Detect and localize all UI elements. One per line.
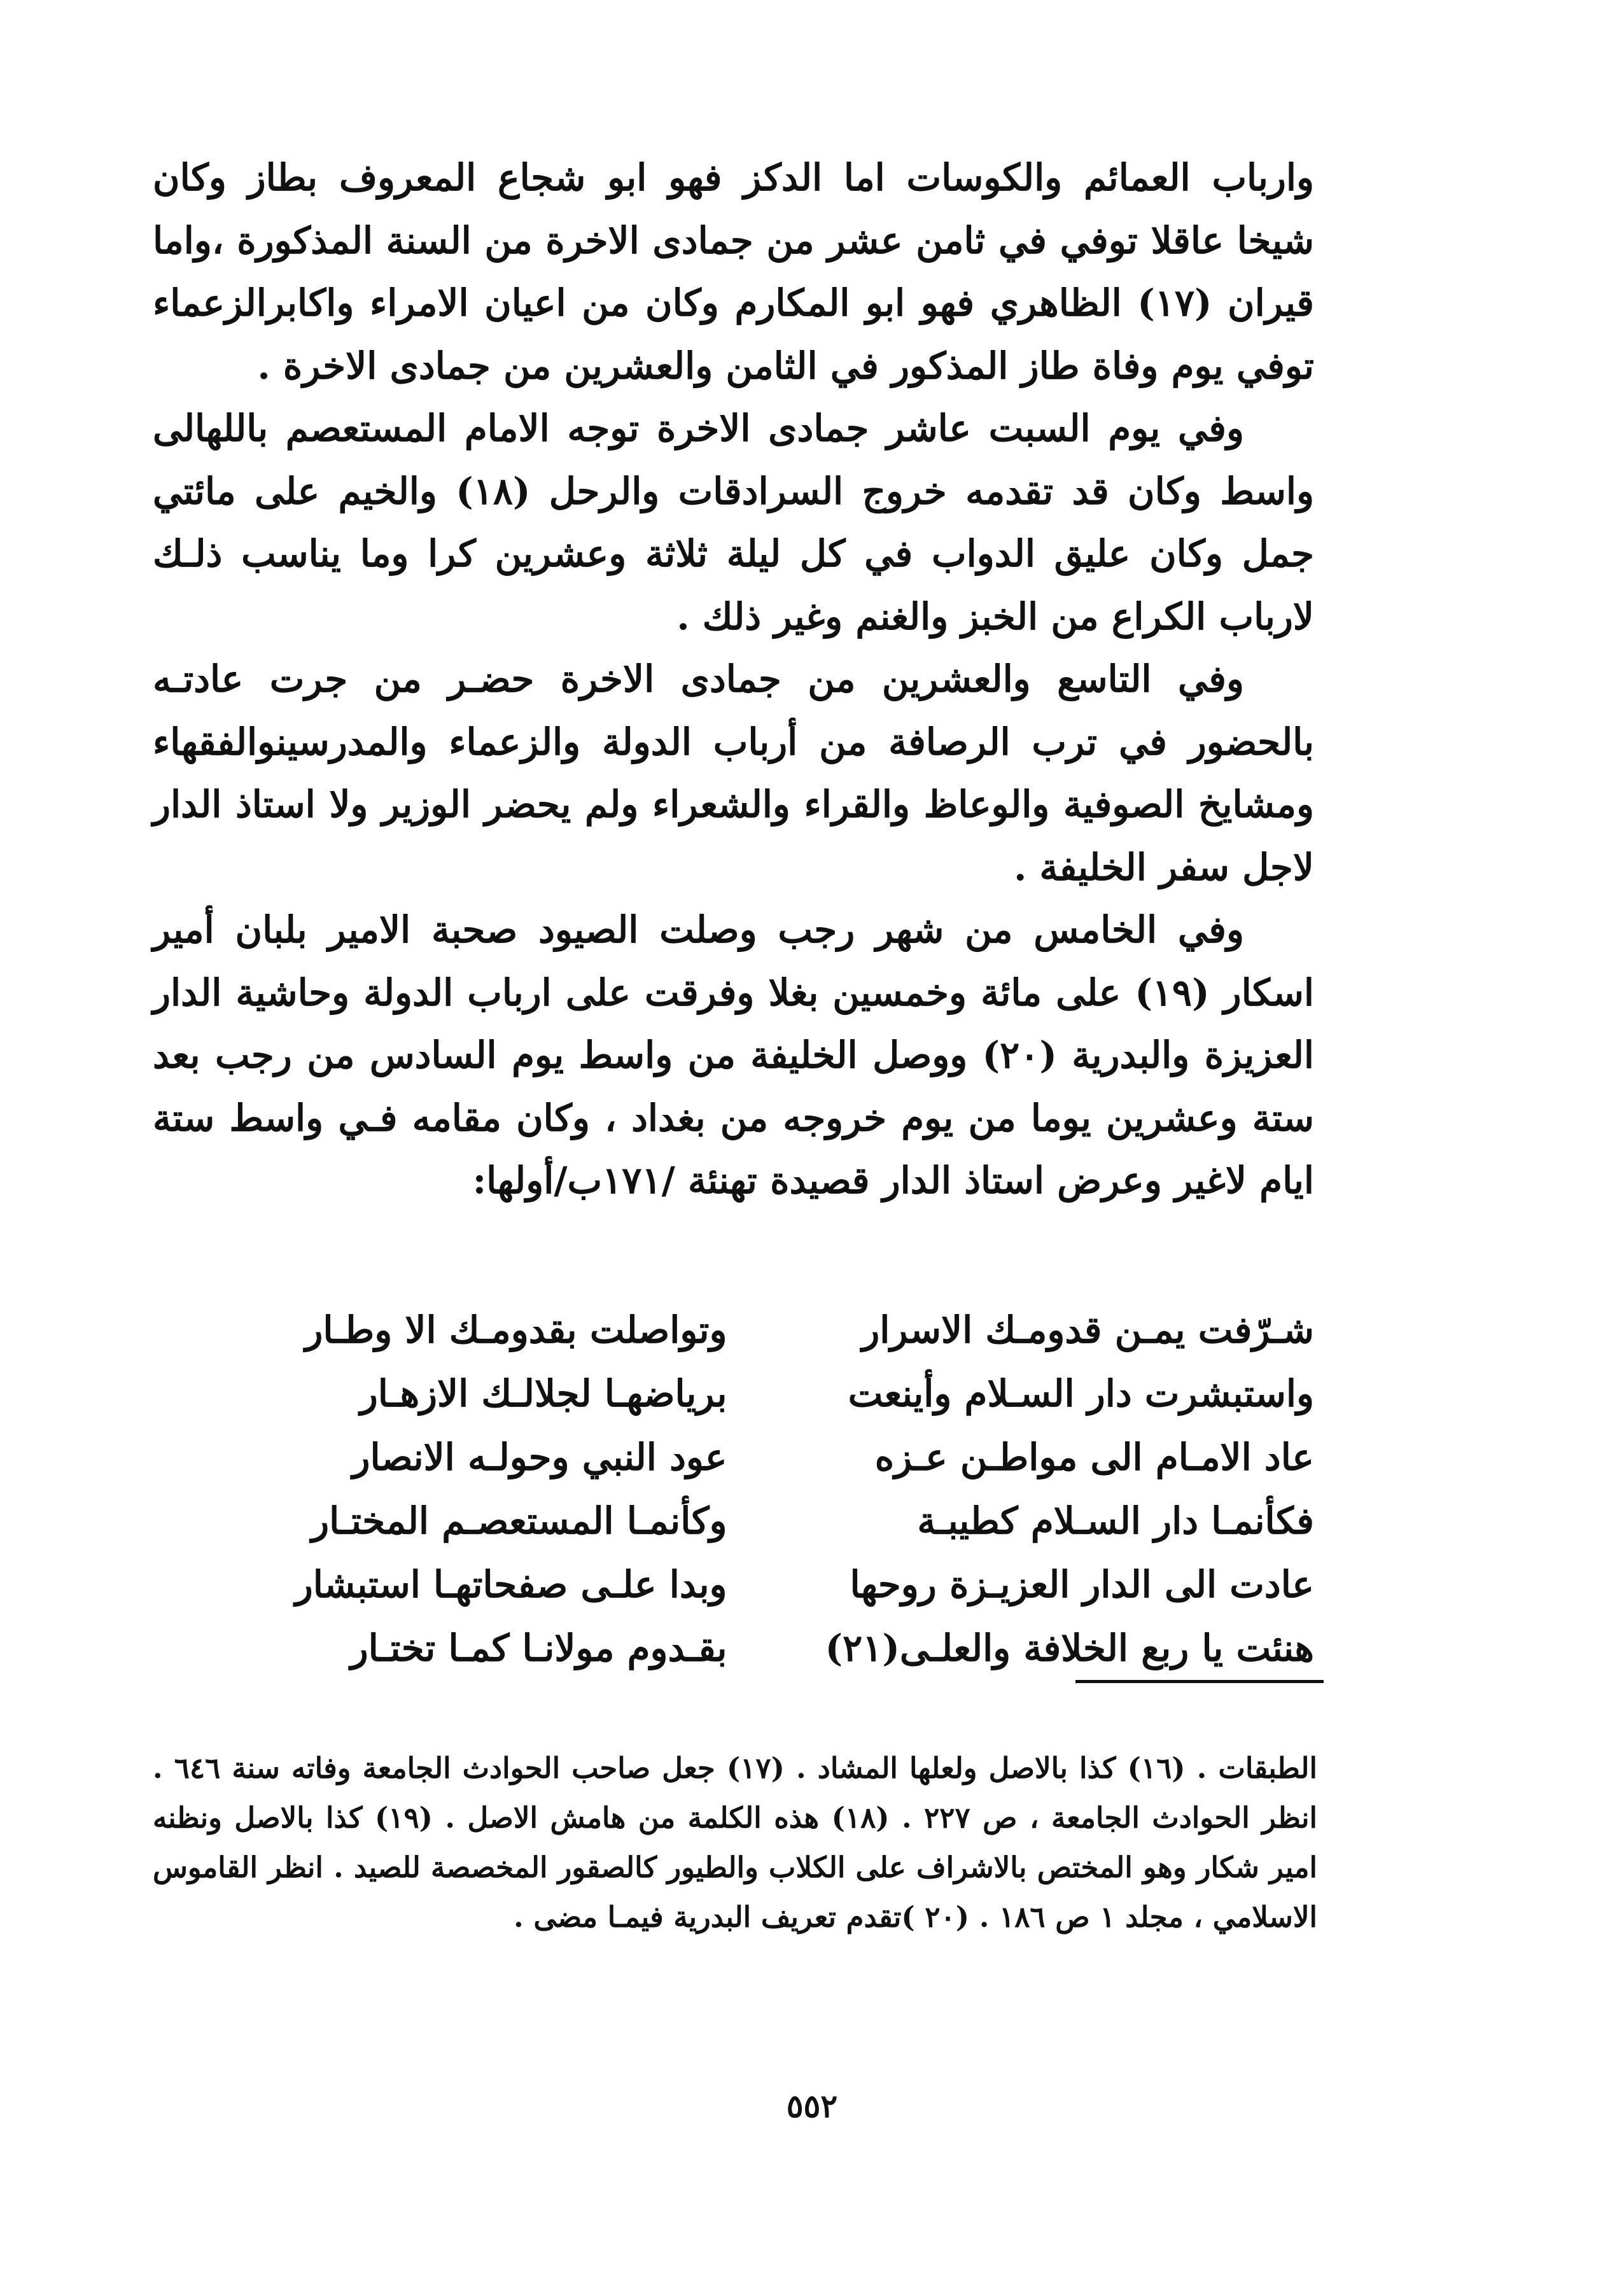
- paragraph: وفي الخامس من شهر رجب وصلت الصيود صحبة الامير بلبان أمير اسكار (١٩) على مائة وخمسين بغلا وفرقت على ارباب الدولة وحاشية الدار العزيزة والبدرية (٢٠) ووصل الخليفة من واسط يوم السادس من رجب بعد ستة وعشرين يوما من يوم خروجه من بغداد ، وكان مقامه فـي واسط ستة ايام لاغير وعرض استاذ الدار قصيدة تهنئة /١٧١ب/أولها:: [153, 908, 1314, 1202]
- verse-first-hemistich: هنئت يا ربع الخلافة والعلـى(٢١): [825, 1626, 1314, 1670]
- verse-second-hemistich: وتواصلت بقدومـك الا وطـار: [305, 1308, 727, 1352]
- poem-verse: [153, 1489, 1314, 1553]
- paragraph: وارباب العمائم والكوسات اما الدكز فهو ابو شجاع المعروف بطاز وكان شيخا عاقلا توفي في ثامن عشر من جمادى الاخرة من السنة المذكورة ،واما قيران (١٧) الظاهري فهو ابو المكارم وكان من اعيان الامراء واكابرالزعماء توفي يوم وفاة طاز المذكور في الثامن والعشرين من جمادى الاخرة .: [153, 156, 1314, 388]
- page-number: ٥٥٢: [786, 2087, 838, 2125]
- verse-first-hemistich: واستبشرت دار السـلام وأينعت: [848, 1372, 1314, 1415]
- verse-first-hemistich: شـرّفت يمـن قدومـك الاسرار: [862, 1308, 1314, 1352]
- footnote-divider: [1075, 1680, 1324, 1683]
- verse-second-hemistich: عود النبي وحولـه الانصار: [352, 1436, 727, 1479]
- paragraph: وفي يوم السبت عاشر جمادى الاخرة توجه الامام المستعصم باللهالى واسط وكان قد تقدمه خروج السرادقات والرحل (١٨) والخيم على مائتي جمل وكان عليق الدواب في كل ليلة ثلاثة وعشرين كرا وما يناسب ذلـك لارباب الكراع من الخبز والغنم وغير ذلك .: [153, 407, 1315, 638]
- poem-verse: [153, 1298, 1314, 1362]
- verse-first-hemistich: عادت الى الدار العزيـزة روحها: [850, 1563, 1314, 1606]
- footnotes: الطبقات . (١٦) كذا بالاصل ولعلها المشاد . (١٧) جعل صاحب الحوادث الجامعة وفاته سنة ٦٤٦ . انظر الحوادث الجامعة ، ص ٢٢٧ . (١٨) هذه الكلمة من هامش الاصل . (١٩) كذا بالاصل ونظنه امير شكار وهو المختص بالاشراف على الكلاب والطيور كالصقور المخصصة للصيد . انظر القاموس الاسلامي ، مجلد ١ ص ١٨٦ . (٢٠ )تقدم تعريف البدرية فيمـا مضى .: [153, 1751, 1317, 1934]
- main-text: [153, 146, 1314, 1212]
- verse-second-hemistich: برياضهـا لجلالـك الازهـار: [360, 1372, 727, 1415]
- poem-verse: [153, 1362, 1314, 1425]
- poem: [153, 1298, 1314, 1680]
- verse-first-hemistich: فكأنمـا دار السـلام كطيبـة: [917, 1499, 1314, 1542]
- verse-second-hemistich: وكأنمـا المستعصـم المختـار: [311, 1499, 727, 1542]
- verse-first-hemistich: عاد الامـام الى مواطـن عـزه: [874, 1436, 1314, 1479]
- paragraph: وفي التاسع والعشرين من جمادى الاخرة حضـر من جرت عادتـه بالحضور في ترب الرصافة من أرباب الدولة والزعماء والمدرسينوالفقهاء ومشايخ الصوفية والوعاظ والقراء والشعراء ولم يحضر الوزير ولا استاذ الدار لاجل سفر الخليفة .: [153, 657, 1315, 889]
- poem-verse: [153, 1425, 1314, 1489]
- poem-verse: [153, 1616, 1314, 1680]
- verse-second-hemistich: وبدا علـى صفحاتهـا استبشار: [295, 1563, 727, 1606]
- verse-second-hemistich: بقـدوم مولانـا كمـا تختـار: [350, 1626, 727, 1670]
- poem-verse: [153, 1553, 1314, 1616]
